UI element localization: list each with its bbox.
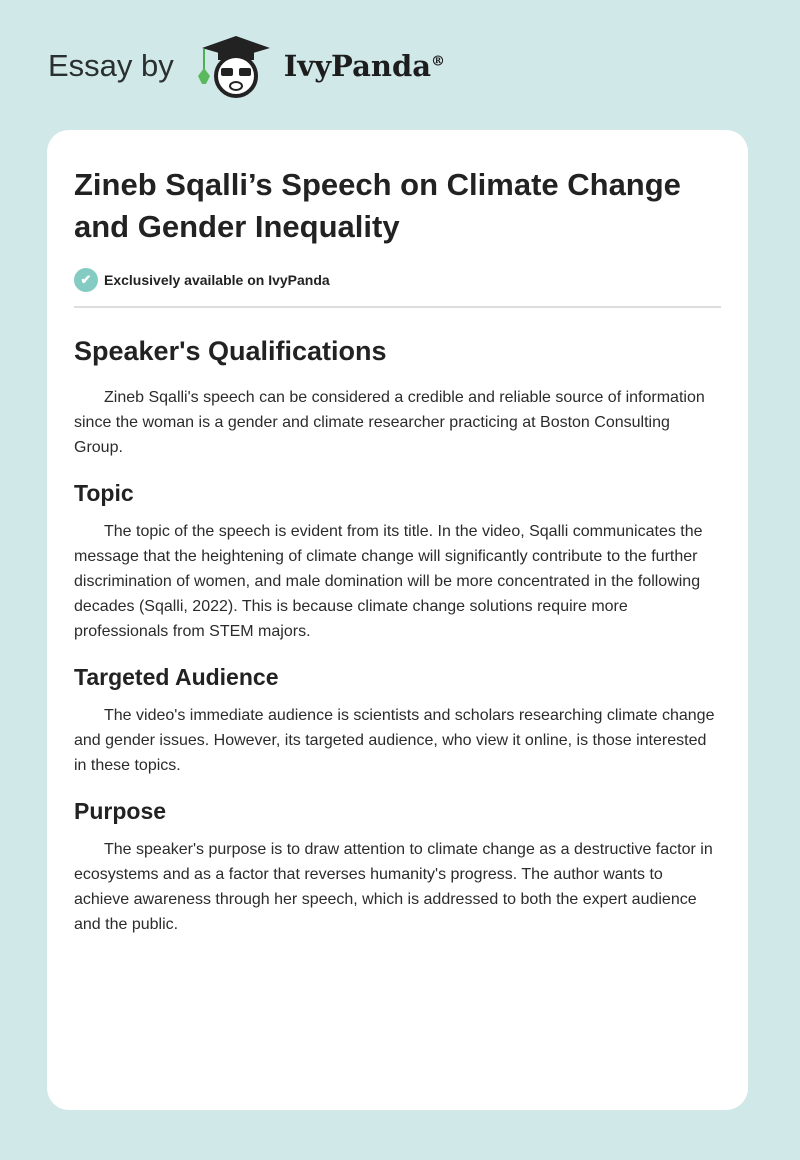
section-heading: Speaker's Qualifications	[74, 336, 387, 366]
panda-logo-icon	[194, 34, 274, 98]
section-heading: Purpose	[74, 798, 167, 824]
section-paragraph: The topic of the speech is evident from its title. In the video, Sqalli communicates the message that the heightening of climate change will significantly contribute to the further discrimination of women, and male domination will be more concentrated in the following decades (Sqalli, 2022). This is because climate change solutions require more professionals from STEM majors.	[74, 523, 703, 640]
brand-text: IvyPanda	[283, 49, 432, 83]
divider	[74, 306, 721, 308]
brand-name	[284, 49, 445, 83]
section-paragraph: The video's immediate audience is scientists and scholars researching climate change and gender issues. However, its targeted audience, who view it online, is those interested in these topics.	[74, 707, 715, 774]
essay-by-label: Essay by	[48, 48, 174, 83]
exclusive-label: Exclusively available on IvyPanda	[104, 272, 330, 288]
page-title: Zineb Sqalli’s Speech on Climate Change and Gender Inequality	[74, 167, 681, 244]
registered-mark: ®	[431, 53, 446, 70]
check-icon: ✔	[74, 268, 98, 292]
section-heading: Targeted Audience	[74, 664, 279, 690]
section-paragraph: The speaker's purpose is to draw attention to climate change as a destructive factor in ecosystems and as a factor that reverses humanity's progress. The author wants to achieve awareness through her speech, which is addressed to both the expert audience and the public.	[74, 841, 713, 933]
section-heading: Topic	[74, 480, 134, 506]
section-paragraph: Zineb Sqalli's speech can be considered a credible and reliable source of information since the woman is a gender and climate researcher practicing at Boston Consulting Group.	[74, 389, 705, 456]
ivypanda-logo[interactable]	[48, 34, 445, 98]
essay-card	[47, 130, 748, 1110]
exclusive-badge	[74, 268, 721, 292]
